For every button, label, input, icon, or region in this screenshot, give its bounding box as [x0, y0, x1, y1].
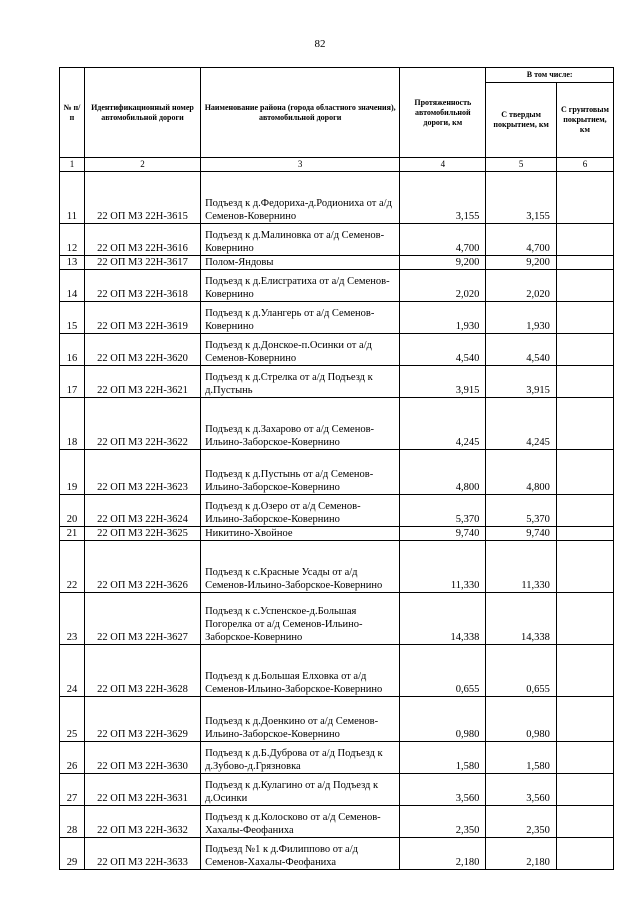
column-index: 2: [84, 158, 200, 172]
road-length: 1,930: [400, 302, 486, 334]
road-id: 22 ОП МЗ 22Н-3627: [84, 593, 200, 645]
ground-surface-length: [556, 541, 613, 593]
road-name: Подъезд к д.Кулагино от а/д Подъезд к д.Осинки: [201, 774, 400, 806]
road-id: 22 ОП МЗ 22Н-3615: [84, 172, 200, 224]
hard-surface-length: 9,200: [486, 256, 557, 270]
hard-surface-length: 4,540: [486, 334, 557, 366]
road-name: Подъезд к д.Пустынь от а/д Семенов-Ильино-Заборское-Ковернино: [201, 450, 400, 495]
ground-surface-length: [556, 172, 613, 224]
road-length: 3,560: [400, 774, 486, 806]
table-row: [60, 838, 614, 870]
road-name: Подъезд к д.Доенкино от а/д Семенов-Ильино-Заборское-Ковернино: [201, 697, 400, 742]
hard-surface-length: 1,930: [486, 302, 557, 334]
road-length: 2,020: [400, 270, 486, 302]
row-number: 15: [60, 302, 85, 334]
ground-surface-length: [556, 224, 613, 256]
column-index: 1: [60, 158, 85, 172]
ground-surface-length: [556, 256, 613, 270]
road-id: 22 ОП МЗ 22Н-3623: [84, 450, 200, 495]
road-length: 11,330: [400, 541, 486, 593]
row-number: 27: [60, 774, 85, 806]
hard-surface-length: 2,180: [486, 838, 557, 870]
hard-surface-length: 0,655: [486, 645, 557, 697]
road-name: Подъезд №1 к д.Филиппово от а/д Семенов-Хахалы-Феофаниха: [201, 838, 400, 870]
header-col-hard: С твердым покрытием, км: [486, 83, 557, 158]
header-col-name: Наименование района (города областного значения), автомобильной дороги: [201, 68, 400, 158]
row-number: 29: [60, 838, 85, 870]
row-number: 20: [60, 495, 85, 527]
hard-surface-length: 1,580: [486, 742, 557, 774]
road-name: Подъезд к д.Большая Елховка от а/д Семенов-Ильино-Заборское-Ковернино: [201, 645, 400, 697]
row-number: 24: [60, 645, 85, 697]
hard-surface-length: 3,915: [486, 366, 557, 398]
road-id: 22 ОП МЗ 22Н-3628: [84, 645, 200, 697]
table-row: [60, 593, 614, 645]
road-length: 2,350: [400, 806, 486, 838]
header-col-ground: С грунтовым покрытием, км: [556, 83, 613, 158]
ground-surface-length: [556, 774, 613, 806]
road-id: 22 ОП МЗ 22Н-3633: [84, 838, 200, 870]
hard-surface-length: 9,740: [486, 527, 557, 541]
table-row: [60, 224, 614, 256]
column-index: 6: [556, 158, 613, 172]
road-id: 22 ОП МЗ 22Н-3620: [84, 334, 200, 366]
table-row: [60, 774, 614, 806]
ground-surface-length: [556, 645, 613, 697]
row-number: 23: [60, 593, 85, 645]
road-length: 4,700: [400, 224, 486, 256]
table-row: [60, 645, 614, 697]
road-length: 0,655: [400, 645, 486, 697]
road-name: Подъезд к д.Донское-п.Осинки от а/д Семенов-Ковернино: [201, 334, 400, 366]
ground-surface-length: [556, 806, 613, 838]
road-name: Подъезд к д.Б.Дуброва от а/д Подъезд к д.Зубово-д.Грязновка: [201, 742, 400, 774]
hard-surface-length: 4,700: [486, 224, 557, 256]
ground-surface-length: [556, 366, 613, 398]
row-number: 13: [60, 256, 85, 270]
table-row: [60, 495, 614, 527]
table-row: [60, 742, 614, 774]
road-length: 1,580: [400, 742, 486, 774]
table-row: [60, 270, 614, 302]
table-row: [60, 334, 614, 366]
road-length: 3,155: [400, 172, 486, 224]
table-row: [60, 366, 614, 398]
road-length: 2,180: [400, 838, 486, 870]
column-index: 5: [486, 158, 557, 172]
road-name: Никитино-Хвойное: [201, 527, 400, 541]
road-name: Полом-Яндовы: [201, 256, 400, 270]
hard-surface-length: 4,800: [486, 450, 557, 495]
road-id: 22 ОП МЗ 22Н-3617: [84, 256, 200, 270]
road-id: 22 ОП МЗ 22Н-3626: [84, 541, 200, 593]
header-col-number: № п/п: [60, 68, 85, 158]
road-length: 4,540: [400, 334, 486, 366]
road-length: 4,800: [400, 450, 486, 495]
table-row: [60, 172, 614, 224]
hard-surface-length: 11,330: [486, 541, 557, 593]
road-length: 14,338: [400, 593, 486, 645]
road-id: 22 ОП МЗ 22Н-3631: [84, 774, 200, 806]
road-id: 22 ОП МЗ 22Н-3629: [84, 697, 200, 742]
row-number: 12: [60, 224, 85, 256]
row-number: 18: [60, 398, 85, 450]
hard-surface-length: 3,155: [486, 172, 557, 224]
ground-surface-length: [556, 398, 613, 450]
road-name: Подъезд к д.Стрелка от а/д Подъезд к д.Пустынь: [201, 366, 400, 398]
road-id: 22 ОП МЗ 22Н-3619: [84, 302, 200, 334]
roads-table: [59, 67, 614, 870]
road-name: Подъезд к д.Малиновка от а/д Семенов-Ковернино: [201, 224, 400, 256]
road-id: 22 ОП МЗ 22Н-3622: [84, 398, 200, 450]
row-number: 22: [60, 541, 85, 593]
table-row: [60, 450, 614, 495]
hard-surface-length: 2,350: [486, 806, 557, 838]
row-number: 11: [60, 172, 85, 224]
page-number: 82: [314, 38, 326, 50]
ground-surface-length: [556, 270, 613, 302]
road-name: Подъезд к д.Озеро от а/д Семенов-Ильино-Заборское-Ковернино: [201, 495, 400, 527]
header-col-id: Идентификационный номер автомобильной дороги: [84, 68, 200, 158]
ground-surface-length: [556, 495, 613, 527]
road-name: Подъезд к д.Улангерь от а/д Семенов-Ковернино: [201, 302, 400, 334]
road-length: 5,370: [400, 495, 486, 527]
row-number: 14: [60, 270, 85, 302]
ground-surface-length: [556, 334, 613, 366]
road-length: 0,980: [400, 697, 486, 742]
column-index: 3: [201, 158, 400, 172]
road-name: Подъезд к д.Федориха-д.Родиониха от а/д Семенов-Ковернино: [201, 172, 400, 224]
hard-surface-length: 4,245: [486, 398, 557, 450]
hard-surface-length: 14,338: [486, 593, 557, 645]
road-length: 9,740: [400, 527, 486, 541]
ground-surface-length: [556, 302, 613, 334]
road-name: Подъезд к с.Красные Усады от а/д Семенов-Ильино-Заборское-Ковернино: [201, 541, 400, 593]
road-name: Подъезд к д.Захарово от а/д Семенов-Ильино-Заборское-Ковернино: [201, 398, 400, 450]
ground-surface-length: [556, 697, 613, 742]
road-name: Подъезд к д.Елисгратиха от а/д Семенов-Ковернино: [201, 270, 400, 302]
road-id: 22 ОП МЗ 22Н-3621: [84, 366, 200, 398]
row-number: 21: [60, 527, 85, 541]
road-name: Подъезд к с.Успенское-д.Большая Погорелка от а/д Семенов-Ильино-Заборское-Ковернино: [201, 593, 400, 645]
row-number: 16: [60, 334, 85, 366]
road-id: 22 ОП МЗ 22Н-3624: [84, 495, 200, 527]
header-group-label: В том числе:: [486, 68, 614, 83]
road-name: Подъезд к д.Колосково от а/д Семенов-Хахалы-Феофаниха: [201, 806, 400, 838]
row-number: 25: [60, 697, 85, 742]
road-id: 22 ОП МЗ 22Н-3616: [84, 224, 200, 256]
hard-surface-length: 3,560: [486, 774, 557, 806]
road-id: 22 ОП МЗ 22Н-3630: [84, 742, 200, 774]
road-id: 22 ОП МЗ 22Н-3625: [84, 527, 200, 541]
ground-surface-length: [556, 838, 613, 870]
column-index: 4: [400, 158, 486, 172]
road-id: 22 ОП МЗ 22Н-3632: [84, 806, 200, 838]
table-row: [60, 697, 614, 742]
table-row: [60, 541, 614, 593]
road-length: 4,245: [400, 398, 486, 450]
ground-surface-length: [556, 450, 613, 495]
row-number: 28: [60, 806, 85, 838]
table-row: [60, 302, 614, 334]
ground-surface-length: [556, 527, 613, 541]
road-length: 3,915: [400, 366, 486, 398]
table-row: [60, 256, 614, 270]
road-length: 9,200: [400, 256, 486, 270]
ground-surface-length: [556, 593, 613, 645]
row-number: 17: [60, 366, 85, 398]
row-number: 19: [60, 450, 85, 495]
hard-surface-length: 5,370: [486, 495, 557, 527]
row-number: 26: [60, 742, 85, 774]
table-row: [60, 398, 614, 450]
road-id: 22 ОП МЗ 22Н-3618: [84, 270, 200, 302]
header-col-length: Протяженность автомобильной дороги, км: [400, 68, 486, 158]
hard-surface-length: 2,020: [486, 270, 557, 302]
table-row: [60, 527, 614, 541]
ground-surface-length: [556, 742, 613, 774]
hard-surface-length: 0,980: [486, 697, 557, 742]
table-row: [60, 806, 614, 838]
